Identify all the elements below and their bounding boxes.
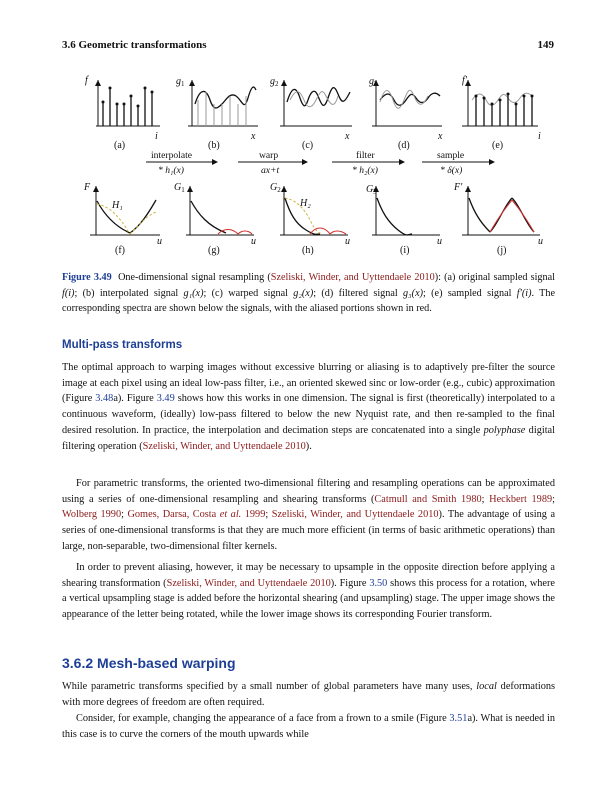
operation-sample (422, 150, 495, 176)
figure-ref-3-48[interactable]: 3.48 (95, 393, 114, 405)
top-label-b: $g_1$ (176, 76, 185, 88)
heading-multipass-transforms: Multi-pass transforms (62, 339, 183, 351)
bottom-label-h: $G_2$ (270, 182, 281, 194)
citation-link[interactable]: Szeliski, Winder, and Uyttendaele 2010 (271, 509, 439, 521)
panel-label-j: (j) (497, 245, 507, 256)
panel-label-c: (c) (302, 140, 314, 151)
panel-b-signal (188, 80, 258, 126)
x-label-e: i (538, 131, 541, 142)
paragraph-multipass-1: The optimal approach to warping images without excessive blurring or aliasing is to adaptively pre-filter the source image at each pixel using an ideal low-pass filter, i.e., an oriented skewed sinc or low-order (e.g., cubic) approximation (Figure 3.48a). Figure 3.49 shows how this works in one dimension. The signal is first (theoretically) interpolated to a continuous waveform, (ideally) low-pass filtered to below the new Nyquist rate, and then re-sampled to the final desired resolution. In practice, the interpolation and decimation steps are concatenated into a single polyphase digital filtering operation (Szeliski, Winder, and Uyttendaele 2010). (62, 362, 555, 452)
citation-link[interactable]: Szeliski, Winder, and Uyttendaele 2010 (270, 272, 435, 283)
figure-3-49 (0, 0, 614, 270)
filter-label-h1: H₁ (112, 200, 123, 211)
panel-g-spectrum (186, 186, 254, 235)
panel-label-i: (i) (400, 245, 410, 256)
figure-label: Figure 3.49 (62, 272, 112, 283)
figure-ref-3-49[interactable]: 3.49 (156, 393, 175, 405)
paragraph-mesh-1: While parametric transforms specified by a small number of global parameters have many uses, local deformations with more degrees of freedom are often required. (62, 681, 556, 708)
panel-e-signal (462, 80, 538, 126)
svg-text:* δ(x): * δ(x) (440, 165, 463, 176)
paragraph-multipass-3: In order to prevent aliasing, however, it may be necessary to upsample in the opposite direction before applying a shearing transformation (Szeliski, Winder, and Uyttendaele 2010). Figure 3.50 shows this process for a rotation, where a vertical upsampling stage is added before the horizontal shearing (and upsampling) stage. The upper image shows the appearance of the letter being rotated, while the lower image shows its corresponding Fourier transform. (62, 562, 555, 621)
panel-d-signal (372, 80, 442, 126)
svg-text:interpolate: interpolate (151, 150, 193, 161)
svg-text:filter: filter (356, 150, 375, 161)
heading-mesh-based-warping: 3.6.2 Mesh-based warping (62, 655, 236, 671)
figure-ref-3-51[interactable]: 3.51 (449, 713, 468, 724)
header-section-title: 3.6 Geometric transformations (62, 39, 207, 51)
operation-warp (238, 150, 308, 176)
u-label-j: u (538, 236, 543, 247)
figure-ref-3-50[interactable]: 3.50 (369, 577, 388, 589)
u-label-g: u (251, 236, 256, 247)
panel-label-b: (b) (208, 140, 220, 151)
citation-link[interactable]: Heckbert 1989 (489, 493, 553, 505)
top-label-e: f' (462, 75, 467, 86)
top-label-c: $g_2$ (270, 76, 279, 88)
svg-text:warp: warp (259, 150, 279, 161)
panel-label-f: (f) (115, 245, 125, 256)
panel-label-h: (h) (302, 245, 314, 256)
svg-text:* h₂(x): * h₂(x) (352, 165, 378, 176)
panel-f-spectrum (90, 186, 160, 235)
panel-c-signal (280, 80, 352, 126)
x-label-d: x (438, 131, 443, 142)
top-label-d: $g_3$ (369, 76, 378, 88)
x-label-a: i (155, 131, 158, 142)
paragraph-multipass-2: For parametric transforms, the oriented two-dimensional filtering and resampling operations can be approximated using a series of one-dimensional resampling and shearing transforms (Catmull and Smith 1980; Heckbert 1989; Wolberg 1990; Gomes, Darsa, Costa et al. 1999; Szeliski, Winder, and Uyttendaele 2010). The advantage of using a series of one-dimensional transforms is that they are much more efficient (in terms of basic arithmetic operations) than large, non-separable, two-dimensional filter kernels. (62, 478, 556, 552)
operation-filter (332, 150, 405, 176)
svg-text:* h₁(x): * h₁(x) (158, 165, 184, 176)
panel-label-e: (e) (492, 140, 504, 151)
citation-link[interactable]: Wolberg 1990 (62, 509, 122, 521)
bottom-label-f: F (84, 182, 91, 193)
figure-caption: Figure 3.49 One-dimensional signal resampling (Szeliski, Winder, and Uyttendaele 2010): (a) original sampled signal f(i); (b) interpolated signal g₁(x); (c) warped signal g₂(x); (d) filtered signal g₃(x); (e) sampled signal f′(i). The corresponding spectra are shown below the signals, with the aliased portions shown in red. (62, 272, 556, 315)
citation-link[interactable]: Szeliski, Winder, and Uyttendaele 2010 (166, 577, 331, 589)
filter-label-h2: H₂ (300, 198, 311, 209)
citation-link[interactable]: Gomes, Darsa, Costa et al. 1999 (127, 509, 266, 521)
paragraph-mesh-2: Consider, for example, changing the appearance of a face from a frown to a smile (Figure 3.51a). What is needed in this case is to curve the corners of the mouth upwards while (62, 713, 555, 740)
operation-interpolate (146, 150, 218, 176)
u-label-i: u (437, 236, 442, 247)
panel-i-spectrum (372, 186, 440, 235)
top-label-a: f (85, 75, 88, 86)
panel-label-a: (a) (114, 140, 126, 151)
bottom-label-i: $G_3$ (366, 184, 377, 196)
citation-link[interactable]: Szeliski, Winder, and Uyttendaele 2010 (142, 440, 306, 452)
bottom-label-j: F' (454, 182, 463, 193)
svg-text:sample: sample (437, 150, 465, 161)
panel-label-g: (g) (208, 245, 220, 256)
x-label-b: x (251, 131, 256, 142)
panel-j-spectrum (462, 186, 540, 235)
citation-link[interactable]: Catmull and Smith 1980 (374, 493, 482, 505)
svg-text:ax+t: ax+t (261, 165, 280, 176)
panel-a-signal (95, 80, 160, 126)
u-label-h: u (345, 236, 350, 247)
x-label-c: x (345, 131, 350, 142)
bottom-label-g: $G_1$ (174, 182, 185, 194)
header-page-number: 149 (537, 39, 554, 51)
u-label-f: u (157, 236, 162, 247)
panel-label-d: (d) (398, 140, 410, 151)
panel-h-spectrum (280, 186, 348, 235)
